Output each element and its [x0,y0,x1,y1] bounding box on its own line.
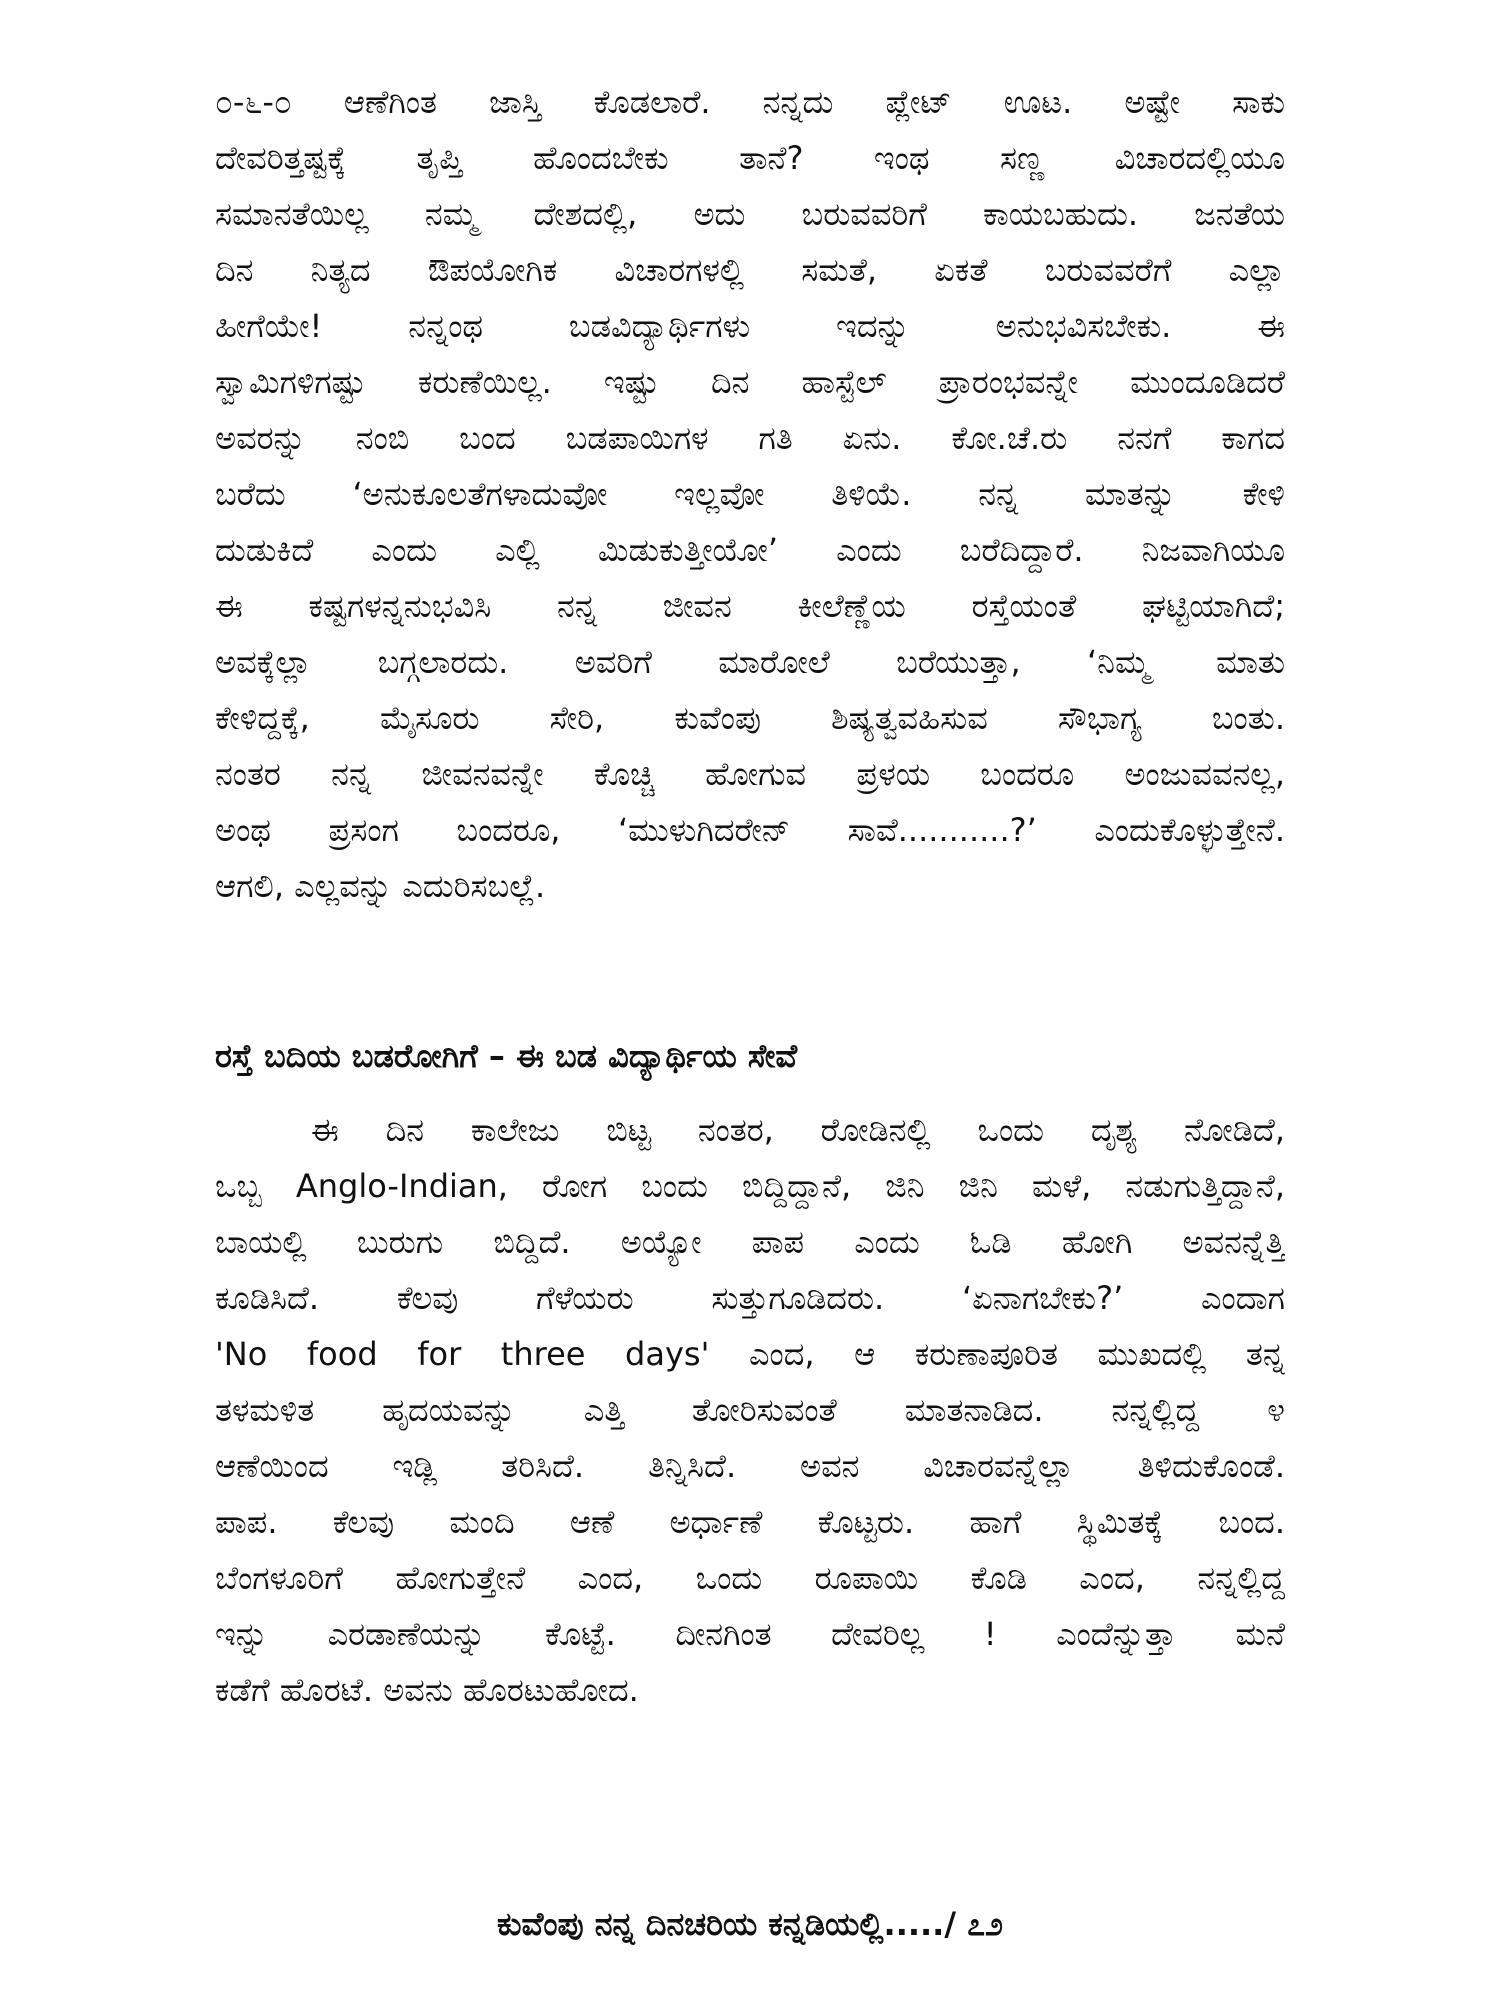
text-line: ಬೆಂಗಳೂರಿಗೆ ಹೋಗುತ್ತೇನೆ ಎಂದ, ಒಂದು ರೂಪಾಯಿ ಕೊಡಿ ಎಂದ, ನನ್ನಲ್ಲಿದ್ದ [215,1559,1285,1597]
text-line: ಈ ದಿನ ಕಾಲೇಜು ಬಿಟ್ಟ ನಂತರ, ರೋಡಿನಲ್ಲಿ ಒಂದು ದೃಶ್ಯ ನೋಡಿದೆ, [311,1111,1285,1149]
text-line: ಒಬ್ಬ Anglo-Indian, ರೋಗ ಬಂದು ಬಿದ್ದಿದ್ದಾನೆ, ಜಿನಿ ಜಿನಿ ಮಳೆ, ನಡುಗುತ್ತಿದ್ದಾನೆ, [215,1167,1285,1205]
text-line: ಈ ಕಷ್ಟಗಳನ್ನನುಭವಿಸಿ ನನ್ನ ಜೀವನ ಕೀಲೆಣ್ಣೆಯ ರಸ್ತೆಯಂತೆ ಘಟ್ಟಿಯಾಗಿದೆ; [215,587,1285,625]
text-line: ಅವಕ್ಕೆಲ್ಲಾ ಬಗ್ಗಲಾರದು. ಅವರಿಗೆ ಮಾರೋಲೆ ಬರೆಯುತ್ತಾ, ‘ನಿಮ್ಮ ಮಾತು [215,643,1285,681]
text-line: ದೇವರಿತ್ತಷ್ಟಕ್ಕೆ ತೃಪ್ತಿ ಹೊಂದಬೇಕು ತಾನೆ? ಇಂಥ ಸಣ್ಣ ವಿಚಾರದಲ್ಲಿಯೂ [215,139,1285,177]
paragraph-2 [215,1102,1285,1718]
text-line: ಅವರನ್ನು ನಂಬಿ ಬಂದ ಬಡಪಾಯಿಗಳ ಗತಿ ಏನು. ಕೋ.ಚೆ.ರು ನನಗೆ ಕಾಗದ [215,419,1285,457]
text-line: 'No food for three days' ಎಂದ, ಆ ಕರುಣಾಪೂರಿತ ಮುಖದಲ್ಲಿ ತನ್ನ [215,1335,1285,1373]
text-line: ಆಣೆಯಿಂದ ಇಡ್ಲಿ ತರಿಸಿದೆ. ತಿನ್ನಿಸಿದೆ. ಅವನ ವಿಚಾರವನ್ನೆಲ್ಲಾ ತಿಳಿದುಕೊಂಡೆ. [215,1447,1285,1485]
page-number: ೭೨ [967,1905,1004,1943]
text-line: ದಿನ ನಿತ್ಯದ ಔಪಯೋಗಿಕ ವಿಚಾರಗಳಲ್ಲಿ ಸಮತೆ, ಏಕತೆ ಬರುವವರೆಗೆ ಎಲ್ಲಾ [215,251,1285,289]
text-line: ಬಾಯಲ್ಲಿ ಬುರುಗು ಬಿದ್ದಿದೆ. ಅಯ್ಯೋ ಪಾಪ ಎಂದು ಓಡಿ ಹೋಗಿ ಅವನನ್ನೆತ್ತಿ [215,1223,1285,1261]
text-line: ಅಂಥ ಪ್ರಸಂಗ ಬಂದರೂ, ‘ಮುಳುಗಿದರೇನ್ ಸಾವೆ...........?’ ಎಂದುಕೊಳ್ಳುತ್ತೇನೆ. [215,811,1285,849]
text-line: ಪಾಪ. ಕೆಲವು ಮಂದಿ ಆಣೆ ಅರ್ಧಾಣೆ ಕೊಟ್ಟರು. ಹಾಗೆ ಸ್ಥಿಮಿತಕ್ಕೆ ಬಂದ. [215,1503,1285,1541]
section-heading: ರಸ್ತೆ ಬದಿಯ ಬಡರೋಗಿಗೆ – ಈ ಬಡ ವಿದ್ಯಾರ್ಥಿಯ ಸೇವೆ [215,1037,798,1075]
text-line: ದುಡುಕಿದೆ ಎಂದು ಎಲ್ಲಿ ಮಿಡುಕುತ್ತೀಯೋ’ ಎಂದು ಬರೆದಿದ್ದಾರೆ. ನಿಜವಾಗಿಯೂ [215,531,1285,569]
text-line: ಬರೆದು ‘ಅನುಕೂಲತೆಗಳಾದುವೋ ಇಲ್ಲವೋ ತಿಳಿಯೆ. ನನ್ನ ಮಾತನ್ನು ಕೇಳಿ [215,475,1285,513]
text-line: ಆಗಲಿ, ಎಲ್ಲವನ್ನು ಎದುರಿಸಬಲ್ಲೆ. [215,867,546,905]
text-line: ಕೂಡಿಸಿದೆ. ಕೆಲವು ಗೆಳೆಯರು ಸುತ್ತುಗೂಡಿದರು. ‘ಏನಾಗಬೇಕು?’ ಎಂದಾಗ [215,1279,1285,1317]
text-line: ಇನ್ನು ಎರಡಾಣೆಯನ್ನು ಕೊಟ್ಟೆ. ದೀನಗಿಂತ ದೇವರಿಲ್ಲ ! ಎಂದೆನ್ನುತ್ತಾ ಮನೆ [215,1615,1285,1653]
running-title: ಕುವೆಂಪು ನನ್ನ ದಿನಚರಿಯ ಕನ್ನಡಿಯಲ್ಲಿ...../ [496,1905,957,1943]
text-line: ತಳಮಳಿತ ಹೃದಯವನ್ನು ಎತ್ತಿ ತೋರಿಸುವಂತೆ ಮಾತನಾಡಿದ. ನನ್ನಲ್ಲಿದ್ದ ೪ [215,1391,1285,1429]
paragraph-1 [215,74,1285,914]
text-line: ೦-೬-೦ ಆಣೆಗಿಂತ ಜಾಸ್ತಿ ಕೊಡಲಾರೆ. ನನ್ನದು ಪ್ಲೇಟ್ ಊಟ. ಅಷ್ಟೇ ಸಾಕು [215,83,1285,121]
text-line: ನಂತರ ನನ್ನ ಜೀವನವನ್ನೇ ಕೊಚ್ಚಿ ಹೋಗುವ ಪ್ರಳಯ ಬಂದರೂ ಅಂಜುವವನಲ್ಲ, [215,755,1285,793]
text-line: ಕಡೆಗೆ ಹೊರಟೆ. ಅವನು ಹೊರಟುಹೋದ. [215,1671,639,1709]
text-line: ಸಮಾನತೆಯಿಲ್ಲ ನಮ್ಮ ದೇಶದಲ್ಲಿ, ಅದು ಬರುವವರಿಗೆ ಕಾಯಬಹುದು. ಜನತೆಯ [215,195,1285,233]
text-line: ಸ್ವಾಮಿಗಳಿಗಷ್ಟು ಕರುಣೆಯಿಲ್ಲ. ಇಷ್ಟು ದಿನ ಹಾಸ್ಟೆಲ್ ಪ್ರಾರಂಭವನ್ನೇ ಮುಂದೂಡಿದರೆ [215,363,1285,401]
page-footer [0,1900,1500,1948]
text-line: ಕೇಳಿದ್ದಕ್ಕೆ, ಮೈಸೂರು ಸೇರಿ, ಕುವೆಂಪು ಶಿಷ್ಯತ್ವವಹಿಸುವ ಸೌಭಾಗ್ಯ ಬಂತು. [215,699,1285,737]
text-line: ಹೀಗೆಯೇ! ನನ್ನಂಥ ಬಡವಿದ್ಯಾರ್ಥಿಗಳು ಇದನ್ನು ಅನುಭವಿಸಬೇಕು. ಈ [215,307,1285,345]
